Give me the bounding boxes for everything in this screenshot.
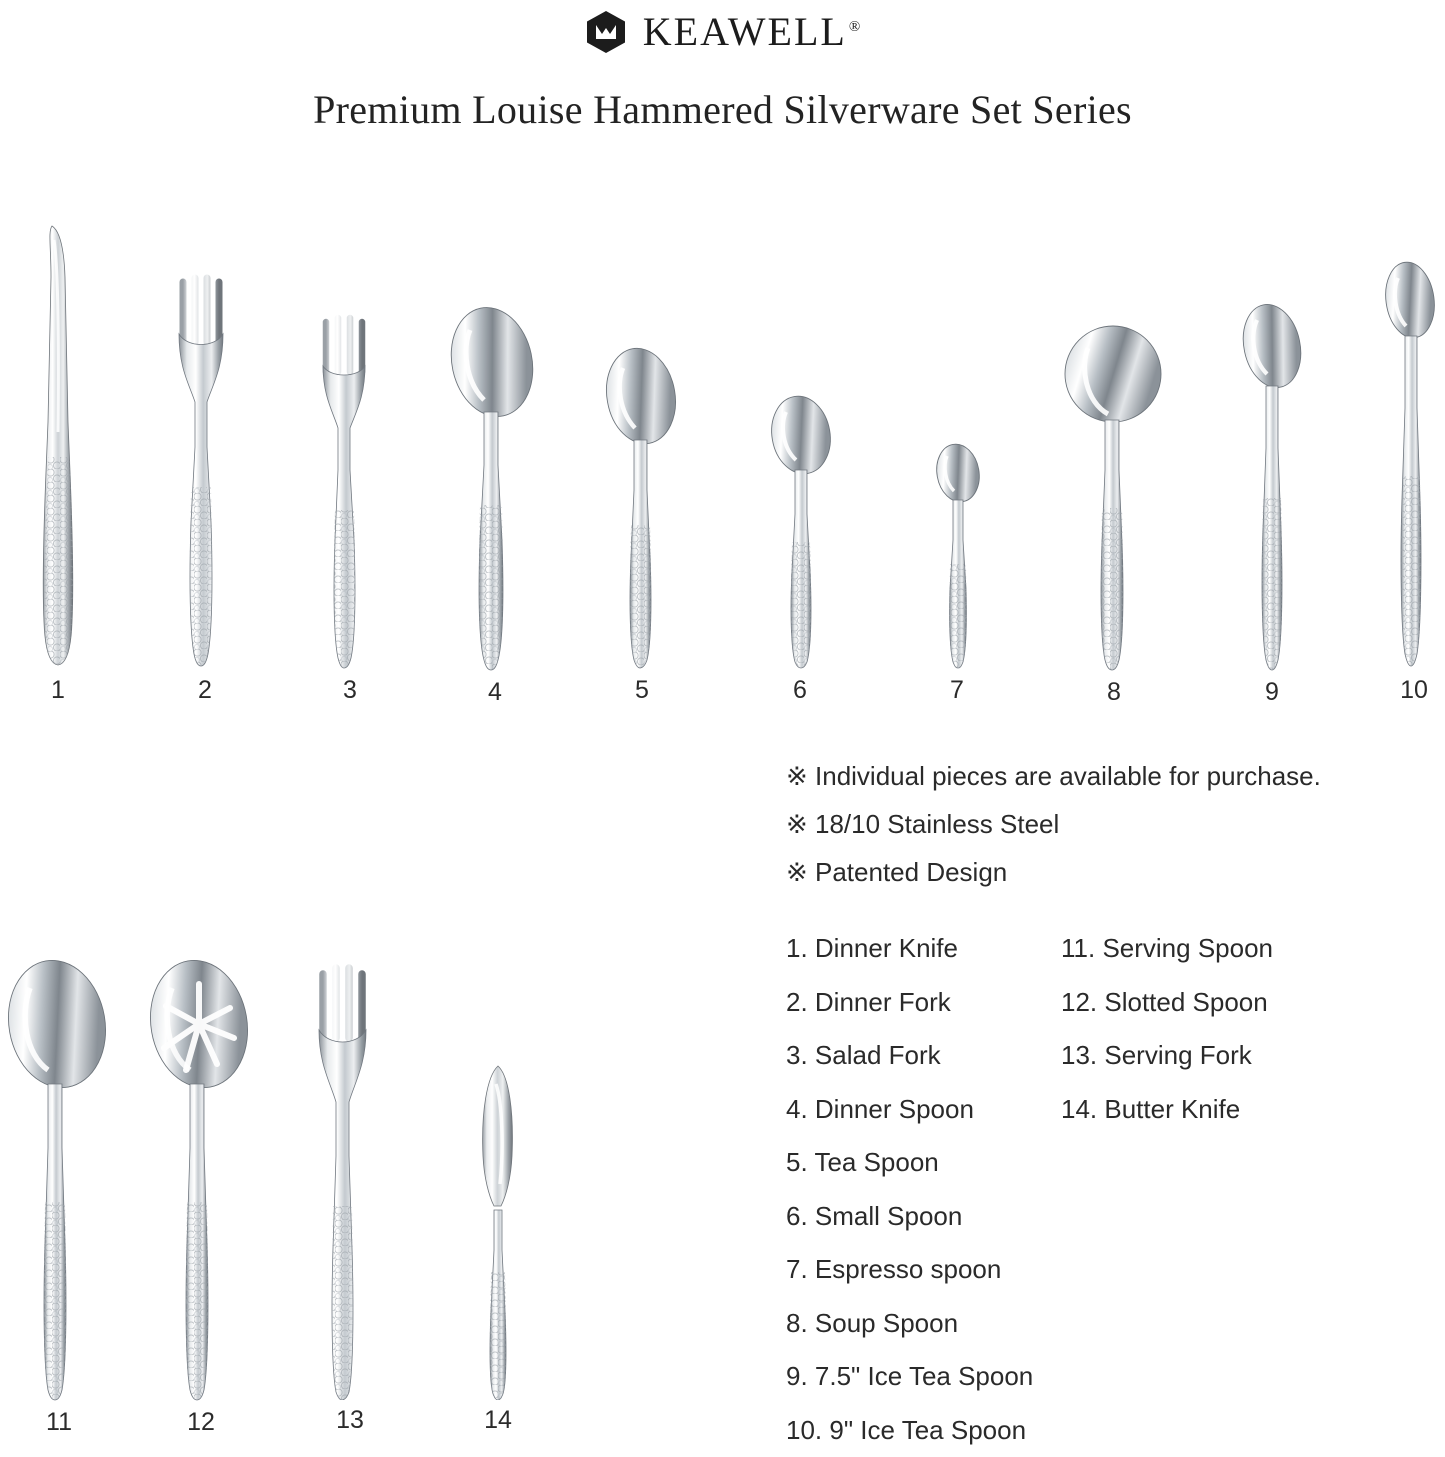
- cutlery-item-ice-tea-spoon-75[interactable]: [1222, 298, 1322, 707]
- note-line: ※ Patented Design: [786, 848, 1436, 896]
- legend-item: 4. Dinner Spoon: [786, 1083, 1061, 1137]
- piece-number: 6: [752, 676, 848, 705]
- hexagon-logo-icon: [583, 9, 629, 55]
- brand-name: [643, 8, 862, 55]
- dinner-fork-icon: [155, 272, 255, 670]
- legend-item: 7. Espresso spoon: [786, 1243, 1061, 1297]
- slotted-spoon-icon: [142, 952, 260, 1402]
- legend-item: 10. 9" Ice Tea Spoon: [786, 1404, 1061, 1457]
- legend-column-left: [786, 922, 1061, 1457]
- cutlery-item-dinner-knife[interactable]: [8, 222, 108, 705]
- small-spoon-icon: [752, 390, 848, 670]
- piece-number: 9: [1222, 678, 1322, 707]
- legend-column-right: [1061, 922, 1421, 1457]
- cutlery-item-serving-spoon[interactable]: [0, 952, 118, 1437]
- ice-tea-spoon-9-icon: [1366, 258, 1445, 670]
- cutlery-item-espresso-spoon[interactable]: [912, 440, 1002, 705]
- espresso-spoon-icon: [912, 440, 1002, 670]
- cutlery-item-dinner-spoon[interactable]: [440, 300, 550, 707]
- note-line: ※ Individual pieces are available for purchase.: [786, 752, 1436, 800]
- piece-number: 1: [8, 676, 108, 705]
- piece-number: 12: [142, 1408, 260, 1437]
- piece-number: 14: [446, 1406, 550, 1435]
- dinner-spoon-icon: [440, 300, 550, 672]
- soup-spoon-icon: [1058, 312, 1170, 672]
- legend-item: 5. Tea Spoon: [786, 1136, 1061, 1190]
- butter-knife-icon: [446, 1060, 550, 1400]
- piece-number: 3: [302, 676, 398, 705]
- cutlery-item-salad-fork[interactable]: [302, 310, 398, 705]
- legend-item: 11. Serving Spoon: [1061, 922, 1421, 976]
- legend-item: 2. Dinner Fork: [786, 976, 1061, 1030]
- tea-spoon-icon: [592, 340, 692, 670]
- legend-item: 13. Serving Fork: [1061, 1029, 1421, 1083]
- legend-item: 3. Salad Fork: [786, 1029, 1061, 1083]
- cutlery-item-small-spoon[interactable]: [752, 390, 848, 705]
- legend-item: 12. Slotted Spoon: [1061, 976, 1421, 1030]
- piece-number: 11: [0, 1408, 118, 1437]
- page-title: Premium Louise Hammered Silverware Set Series: [0, 86, 1445, 133]
- piece-number: 7: [912, 676, 1002, 705]
- ice-tea-spoon-75-icon: [1222, 298, 1322, 672]
- legend-item: 9. 7.5" Ice Tea Spoon: [786, 1350, 1061, 1404]
- piece-number: 13: [296, 1406, 404, 1435]
- cutlery-item-slotted-spoon[interactable]: [142, 952, 260, 1437]
- brand-name-text: KEAWELL: [643, 9, 847, 54]
- serving-spoon-icon: [0, 952, 118, 1402]
- cutlery-item-tea-spoon[interactable]: [592, 340, 692, 705]
- cutlery-item-butter-knife[interactable]: [446, 1060, 550, 1435]
- piece-number: 8: [1058, 678, 1170, 707]
- cutlery-item-serving-fork[interactable]: [296, 960, 404, 1435]
- piece-number: 10: [1366, 676, 1445, 705]
- dinner-knife-icon: [8, 222, 108, 670]
- legend-item: 8. Soup Spoon: [786, 1297, 1061, 1351]
- piece-number: 2: [155, 676, 255, 705]
- serving-fork-icon: [296, 960, 404, 1400]
- cutlery-item-soup-spoon[interactable]: [1058, 312, 1170, 707]
- piece-number: 4: [440, 678, 550, 707]
- legend-item: 1. Dinner Knife: [786, 922, 1061, 976]
- legend: [786, 922, 1436, 1457]
- legend-item: 6. Small Spoon: [786, 1190, 1061, 1244]
- cutlery-item-ice-tea-spoon-9[interactable]: [1366, 258, 1445, 705]
- brand-header: [0, 8, 1445, 55]
- salad-fork-icon: [302, 310, 398, 670]
- note-line: ※ 18/10 Stainless Steel: [786, 800, 1436, 848]
- legend-item: 14. Butter Knife: [1061, 1083, 1421, 1137]
- notes-list: [786, 752, 1436, 896]
- cutlery-item-dinner-fork[interactable]: [155, 272, 255, 705]
- registered-mark: ®: [849, 19, 862, 35]
- piece-number: 5: [592, 676, 692, 705]
